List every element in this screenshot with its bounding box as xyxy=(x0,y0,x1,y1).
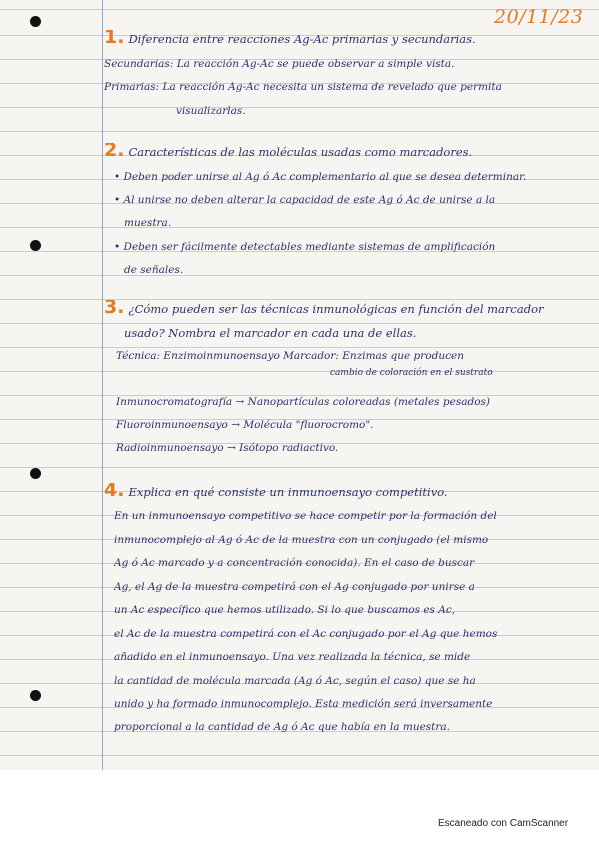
q2-number: 2. xyxy=(104,143,125,159)
q4-line-4: Ag, el Ag de la muestra competirá con el Ag conjugado por unirse a xyxy=(114,581,475,593)
punch-hole-2 xyxy=(30,240,41,251)
q3-title: ¿Cómo pueden ser las técnicas inmunológicas en función del marcador xyxy=(128,302,544,316)
q4-line-6: el Ac de la muestra competirá con el Ac conjugado por el Ag que hemos xyxy=(114,628,498,640)
q4-line-2: inmunocomplejo al Ag ó Ac de la muestra con un conjugado (el mismo xyxy=(114,534,489,546)
q2-title: Características de las moléculas usadas como marcadores. xyxy=(128,145,473,159)
q4-line-5: un Ac específico que hemos utilizado. Si lo que buscamos es Ac, xyxy=(114,604,456,616)
q4-heading xyxy=(104,483,574,499)
q3-number: 3. xyxy=(104,300,125,316)
q3-heading xyxy=(104,300,576,316)
q3-line-2: cambio de coloración en el sustrato xyxy=(330,368,493,378)
q4-line-3: Ag ó Ac marcado y a concentración conocida). En el caso de buscar xyxy=(114,557,475,569)
q1-number: 1. xyxy=(104,30,125,46)
q4-line-9: unido y ha formado inmunocomplejo. Esta medición será inversamente xyxy=(114,698,493,710)
q3-line-4: Fluoroinmunoensayo → Molécula "fluorocromo". xyxy=(116,419,374,431)
q2-heading xyxy=(104,143,574,159)
q4-line-1: En un inmunoensayo competitivo se hace competir por la formación del xyxy=(114,510,497,522)
punch-hole-3 xyxy=(30,468,41,479)
q4-line-7: añadido en el inmunoensayo. Una vez realizada la técnica, se mide xyxy=(114,651,471,663)
page-date: 20/11/23 xyxy=(494,6,584,28)
q4-line-8: la cantidad de molécula marcada (Ag ó Ac, según el caso) que se ha xyxy=(114,675,476,687)
q1-line-1: Secundarias: La reacción Ag-Ac se puede observar a simple vista. xyxy=(104,58,455,70)
margin-line xyxy=(102,0,103,770)
q2-line-5: de señales. xyxy=(124,264,184,276)
q2-line-3: muestra. xyxy=(124,217,172,229)
q1-line-3: visualizarlas. xyxy=(176,105,246,117)
punch-hole-1 xyxy=(30,16,41,27)
q4-number: 4. xyxy=(104,483,125,499)
q4-line-10: proporcional a la cantidad de Ag ó Ac que había en la muestra. xyxy=(114,721,451,733)
scanner-watermark: Escaneado con CamScanner xyxy=(438,818,569,829)
q3-line-1: Técnica: Enzimoinmunoensayo Marcador: Enzimas que producen xyxy=(116,350,464,362)
q3-line-3: Inmunocromatografía → Nanopartículas coloreadas (metales pesados) xyxy=(116,396,491,408)
q2-line-4: • Deben ser fácilmente detectables mediante sistemas de amplificación xyxy=(114,241,496,253)
q2-line-1: • Deben poder unirse al Ag ó Ac complementario al que se desea determinar. xyxy=(114,171,527,183)
q3-line-5: Radioinmunoensayo → Isótopo radiactivo. xyxy=(116,442,339,454)
q4-title: Explica en qué consiste un inmunoensayo competitivo. xyxy=(128,485,448,499)
q1-title: Diferencia entre reacciones Ag-Ac primarias y secundarias. xyxy=(128,32,476,46)
punch-hole-4 xyxy=(30,690,41,701)
q1-heading xyxy=(104,30,574,46)
q3-title-line-2: usado? Nombra el marcador en cada una de ellas. xyxy=(124,326,417,340)
q1-line-2: Primarias: La reacción Ag-Ac necesita un sistema de revelado que permita xyxy=(104,81,502,93)
q2-line-2: • Al unirse no deben alterar la capacidad de este Ag ó Ac de unirse a la xyxy=(114,194,496,206)
